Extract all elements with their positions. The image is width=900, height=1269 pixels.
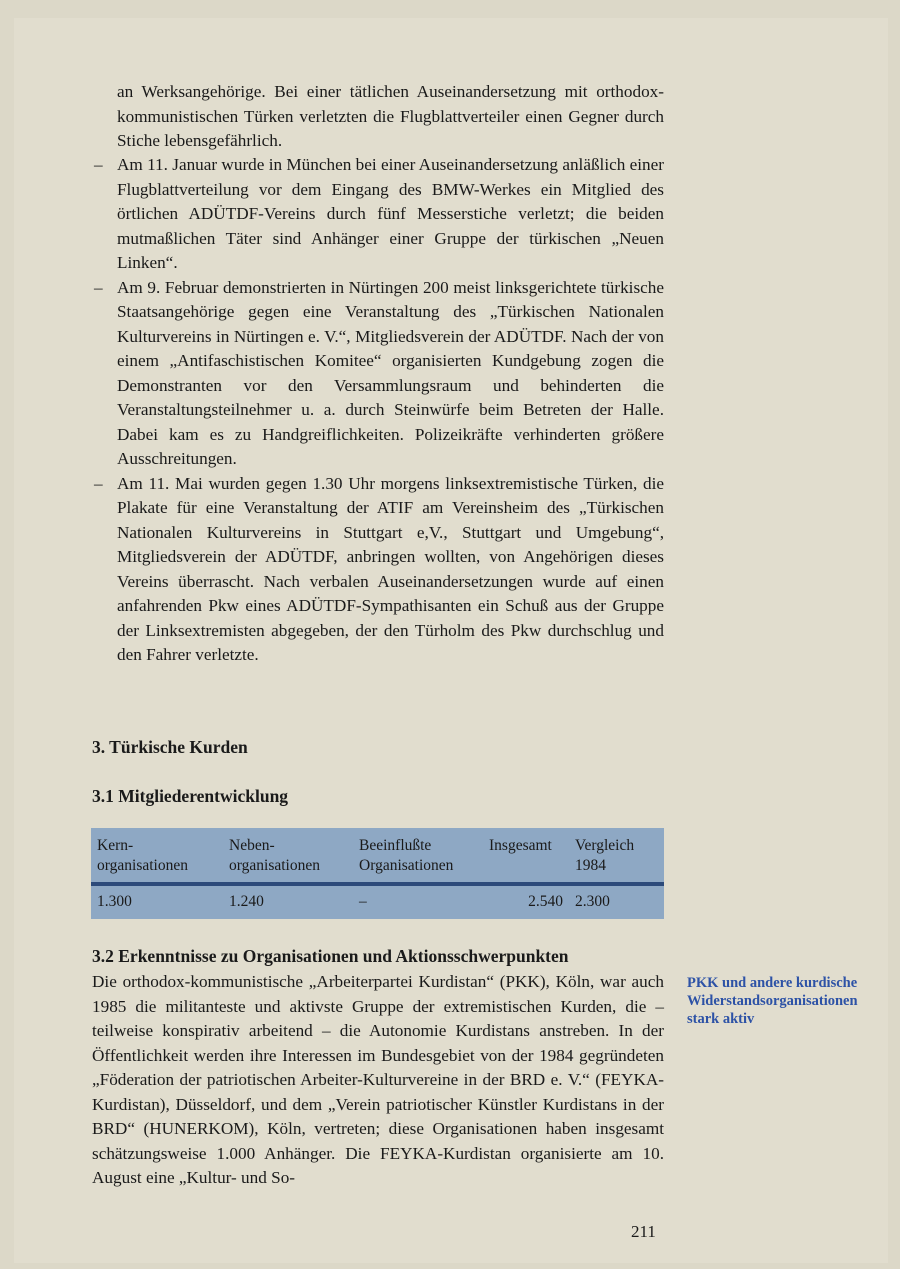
bullet-text: Am 11. Mai wurden gegen 1.30 Uhr morgens linksextremistische Türken, die Plakate für eine Veranstaltung der ATIF am Vereinsheim des „Türkischen Nationalen Kulturvereins in Stuttgart e,V., Stuttgart und Umgebung“, Mitgliedsverein der ADÜTDF, anbringen wollten, von Angehörigen dieses Vereins überrascht. Nach verbalen Auseinandersetzungen wurde auf einen anfahrenden Pkw eines ADÜTDF-Sympathisanten ein Schuß aus der Gruppe der Linksextremisten abgegeben, der den Türholm des Pkw durchschlug und den Fahrer verletzte. <box>117 473 664 664</box>
bullet-dash: – <box>94 155 103 174</box>
table-header-cell: Insgesamt <box>489 837 552 854</box>
section-heading-3-2: 3.2 Erkenntnisse zu Organisationen und Aktionsschwerpunkten <box>92 946 569 966</box>
bullet-text: Am 9. Februar demonstrierten in Nürtingen 200 meist linksgerichtete türkische Staatsangehörige gegen eine Veranstaltung des „Türkischen Nationalen Kulturvereins in Nürtingen e. V.“, Mitgliedsverein der ADÜTDF. Nach der von einem „Antifaschistischen Komitee“ organisierten Kundgebung zogen die Demonstranten vor den Versammlungsraum und behinderten die Veranstaltungsteilnehmer u. a. durch Steinwürfe beim Betreten der Halle. Dabei kam es zu Handgreiflichkeiten. Polizeikräfte verhinderten größere Ausschreitungen. <box>117 277 664 468</box>
section-heading-3: 3. Türkische Kurden <box>92 737 248 757</box>
table-row <box>91 886 664 919</box>
membership-table <box>91 828 664 919</box>
bullet-text: Am 11. Januar wurde in München bei einer Auseinandersetzung anläßlich einer Flugblattverteilung vor dem Eingang des BMW-Werkes ein Mitglied des örtlichen ADÜTDF-Vereins durch fünf Messerstiche verletzt; die beiden mutmaßlichen Täter sind Anhänger einer Gruppe der türkischen „Neuen Linken“. <box>117 155 664 272</box>
table-header-row <box>91 828 664 882</box>
article-body <box>117 80 664 154</box>
bullet-item <box>94 472 664 668</box>
section-heading-3-1: 3.1 Mitgliederentwicklung <box>92 786 289 806</box>
page-number: 211 <box>631 1222 656 1241</box>
section-3-2-paragraph: Die orthodox-kommunistische „Arbeiterpartei Kurdistan“ (PKK), Köln, war auch 1985 die militanteste und aktivste Gruppe der extremistischen Kurden, die – teilweise konspirativ arbeitend – die Autonomie Kurdistans anstreben. In der Öffentlichkeit werden ihre Interessen im Bundesgebiet von der 1984 gegründeten „Föderation der patriotischen Arbeiter-Kulturvereine in der BRD e. V.“ (FEYKA-Kurdistan), Düsseldorf, und dem „Verein patriotischer Künstler Kurdistans in der BRD“ (HUNERKOM), Köln, vertreten; diese Organisationen haben insgesamt schätzungsweise 1.000 Anhänger. Die FEYKA-Kurdistan organisierte am 10. August eine „Kultur- und So- <box>92 972 664 1187</box>
margin-note: PKK und andere kurdische Widerstandsorganisationen stark aktiv <box>687 975 858 1027</box>
table-cell: 1.300 <box>97 893 132 910</box>
table-header-cell: Vergleich 1984 <box>575 837 635 874</box>
bullet-dash: – <box>94 473 103 493</box>
bullet-list <box>94 153 664 668</box>
table-header-cell: Neben- organisationen <box>229 837 320 874</box>
section-3-2-body <box>92 970 664 1191</box>
table-cell: 2.540 <box>528 893 563 910</box>
table-header-cell: Beeinflußte Organisationen <box>359 837 454 874</box>
table-header-cell: Kern- organisationen <box>97 837 188 874</box>
table-cell: 2.300 <box>575 893 610 910</box>
top-paragraph: an Werksangehörige. Bei einer tätlichen Auseinandersetzung mit orthodox-kommunistischen Türken verletzten die Flugblattverteiler einen Gegner durch Stiche lebensgefährlich. <box>117 82 664 150</box>
bullet-item <box>94 153 664 276</box>
bullet-item <box>94 276 664 472</box>
table-cell: – <box>359 893 367 910</box>
table-cell: 1.240 <box>229 893 264 910</box>
bullet-dash: – <box>94 277 103 297</box>
